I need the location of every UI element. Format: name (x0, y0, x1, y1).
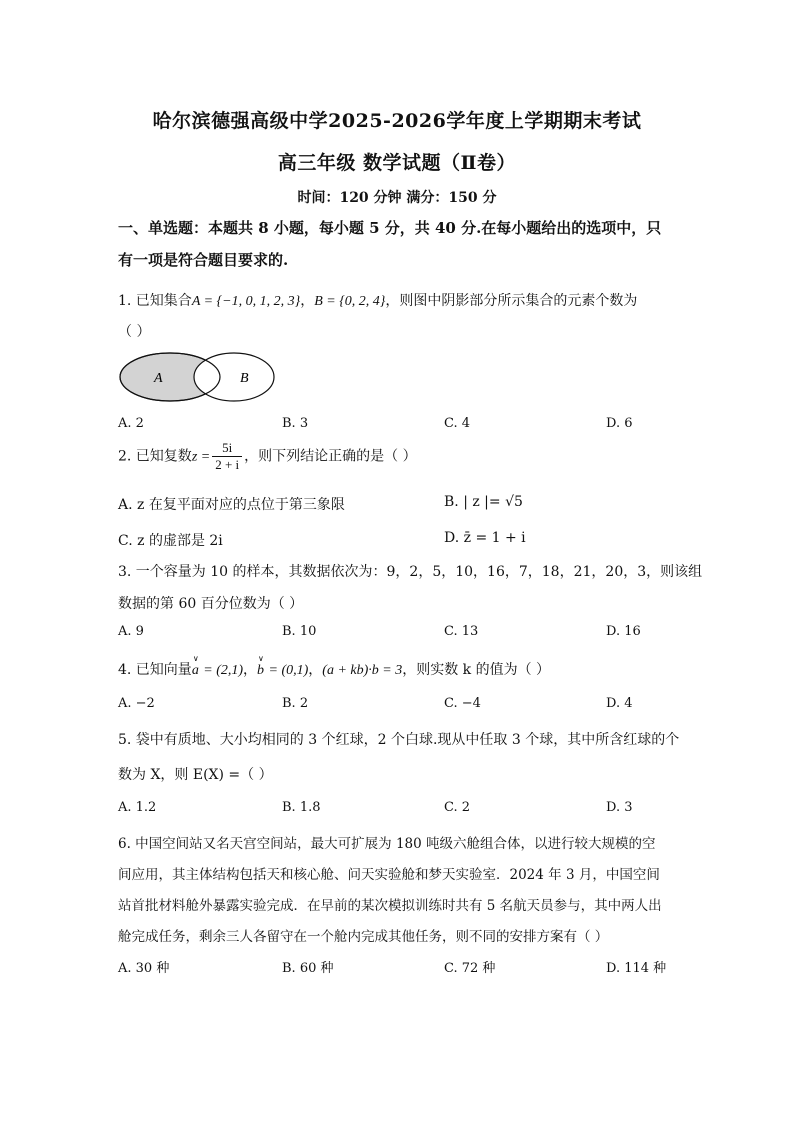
q4-option-b[interactable]: B. 2 (282, 696, 309, 711)
q1-option-a[interactable]: A. 2 (118, 416, 144, 431)
q6-line1: 6. 中国空间站又名天宫空间站，最大可扩展为 180 吨级六舱组合体，以进行较大规模的空 (118, 836, 656, 852)
q2-suffix: ，则下列结论正确的是（ ） (244, 448, 417, 465)
q3-line2: 数据的第 60 百分位数为（ ） (118, 596, 304, 612)
q2-denominator: 2 + i (215, 457, 240, 472)
question-1 (118, 290, 678, 310)
venn-label-a: A (154, 371, 163, 386)
q6-line2: 间应用，其主体结构包括天和核心舱、问天实验舱和梦天实验室．2024 年 3 月，中国空间 (118, 867, 660, 883)
q1-option-d[interactable]: D. 6 (606, 416, 633, 431)
q3-option-d[interactable]: D. 16 (606, 624, 641, 639)
q5-option-a[interactable]: A. 1.2 (118, 800, 157, 815)
section-heading-line2: 有一项是符合题目要求的. (118, 251, 289, 269)
q6-option-a[interactable]: A. 30 种 (118, 961, 170, 976)
q2-prefix: 2. 已知复数 (118, 448, 192, 465)
q4-option-a[interactable]: A. −2 (118, 696, 155, 711)
q1-suffix: ，则图中阴影部分所示集合的元素个数为 (385, 293, 638, 309)
q2-numerator: 5i (212, 440, 242, 457)
q6-option-c[interactable]: C. 72 种 (444, 961, 496, 976)
venn-diagram (118, 350, 278, 404)
q5-option-c[interactable]: C. 2 (444, 800, 471, 815)
q3-option-a[interactable]: A. 9 (118, 624, 144, 639)
q6-line4: 舱完成任务，剩余三人各留守在一个舱内完成其他任务，则不同的安排方案有（ ） (118, 929, 609, 945)
q2-z-eq: z = (191, 449, 211, 465)
section-heading-line1: 一、单选题：本题共 8 小题，每小题 5 分，共 40 分.在每小题给出的选项中，只 (118, 219, 662, 237)
q5-option-b[interactable]: B. 1.8 (282, 800, 321, 815)
q4-expr: (a + kb)·b = 3 (322, 663, 403, 678)
q1-paren: （ ） (118, 324, 151, 340)
vector-a-symbol: ∨ a (191, 654, 199, 678)
q4-b-eq: = (0,1) (268, 663, 309, 678)
exam-title: 哈尔滨德强高级中学2025-2026学年度上学期期末考试 (152, 110, 642, 132)
question-4: 4. 已知向量 ∨ a = (2,1)， ∨ b = (0,1)，(a + kb)·b = 3，则实数 k 的值为（ ） (118, 654, 551, 678)
q5-option-d[interactable]: D. 3 (606, 800, 633, 815)
q4-prefix: 4. 已知向量 (118, 662, 192, 678)
q6-line3: 站首批材料舱外暴露实验完成．在早前的某次模拟训练时共有 5 名航天员参与，其中两人出 (118, 898, 662, 914)
q3-line1: 3. 一个容量为 10 的样本，其数据依次为：9，2，5，10，16，7，18，21，20，3，则该组 (118, 564, 703, 580)
q2-option-c[interactable]: C. z 的虚部是 2i (118, 533, 223, 549)
q4-suffix: ，则实数 k 的值为（ ） (402, 662, 551, 678)
vector-b-symbol: ∨ b (257, 654, 265, 678)
q5-line1: 5. 袋中有质地、大小均相同的 3 个红球，2 个白球.现从中任取 3 个球，其中所含红球的个 (118, 732, 680, 748)
q6-option-b[interactable]: B. 60 种 (282, 961, 334, 976)
q1-set-b: B = {0, 2, 4} (314, 294, 386, 309)
q5-line2: 数为 X，则 E(X) =（ ） (118, 767, 273, 783)
q1-set-a: A = {−1, 0, 1, 2, 3} (191, 294, 301, 309)
q3-option-b[interactable]: B. 10 (282, 624, 317, 639)
time-info: 时间：120 分钟 满分：150 分 (297, 190, 497, 206)
q2-option-a[interactable]: A. z 在复平面对应的点位于第三象限 (118, 497, 345, 513)
q4-option-c[interactable]: C. −4 (444, 696, 481, 711)
q4-option-d[interactable]: D. 4 (606, 696, 633, 711)
q2-option-b[interactable]: B. | z |= √5 (444, 494, 523, 510)
q1-option-c[interactable]: C. 4 (444, 416, 471, 431)
question-2 (118, 440, 678, 473)
q6-option-d[interactable]: D. 114 种 (606, 961, 667, 976)
q1-option-b[interactable]: B. 3 (282, 416, 309, 431)
q3-option-c[interactable]: C. 13 (444, 624, 479, 639)
q4-a-eq: = (2,1) (203, 663, 244, 678)
q1-prefix: 1. 已知集合 (118, 293, 192, 309)
venn-label-b: B (240, 371, 249, 386)
exam-subtitle: 高三年级 数学试题（Ⅱ卷） (277, 152, 517, 174)
q1-sep: ， (300, 293, 315, 309)
q2-fraction (212, 440, 242, 473)
q2-option-d[interactable]: D. z̄ = 1 + i (444, 530, 526, 546)
